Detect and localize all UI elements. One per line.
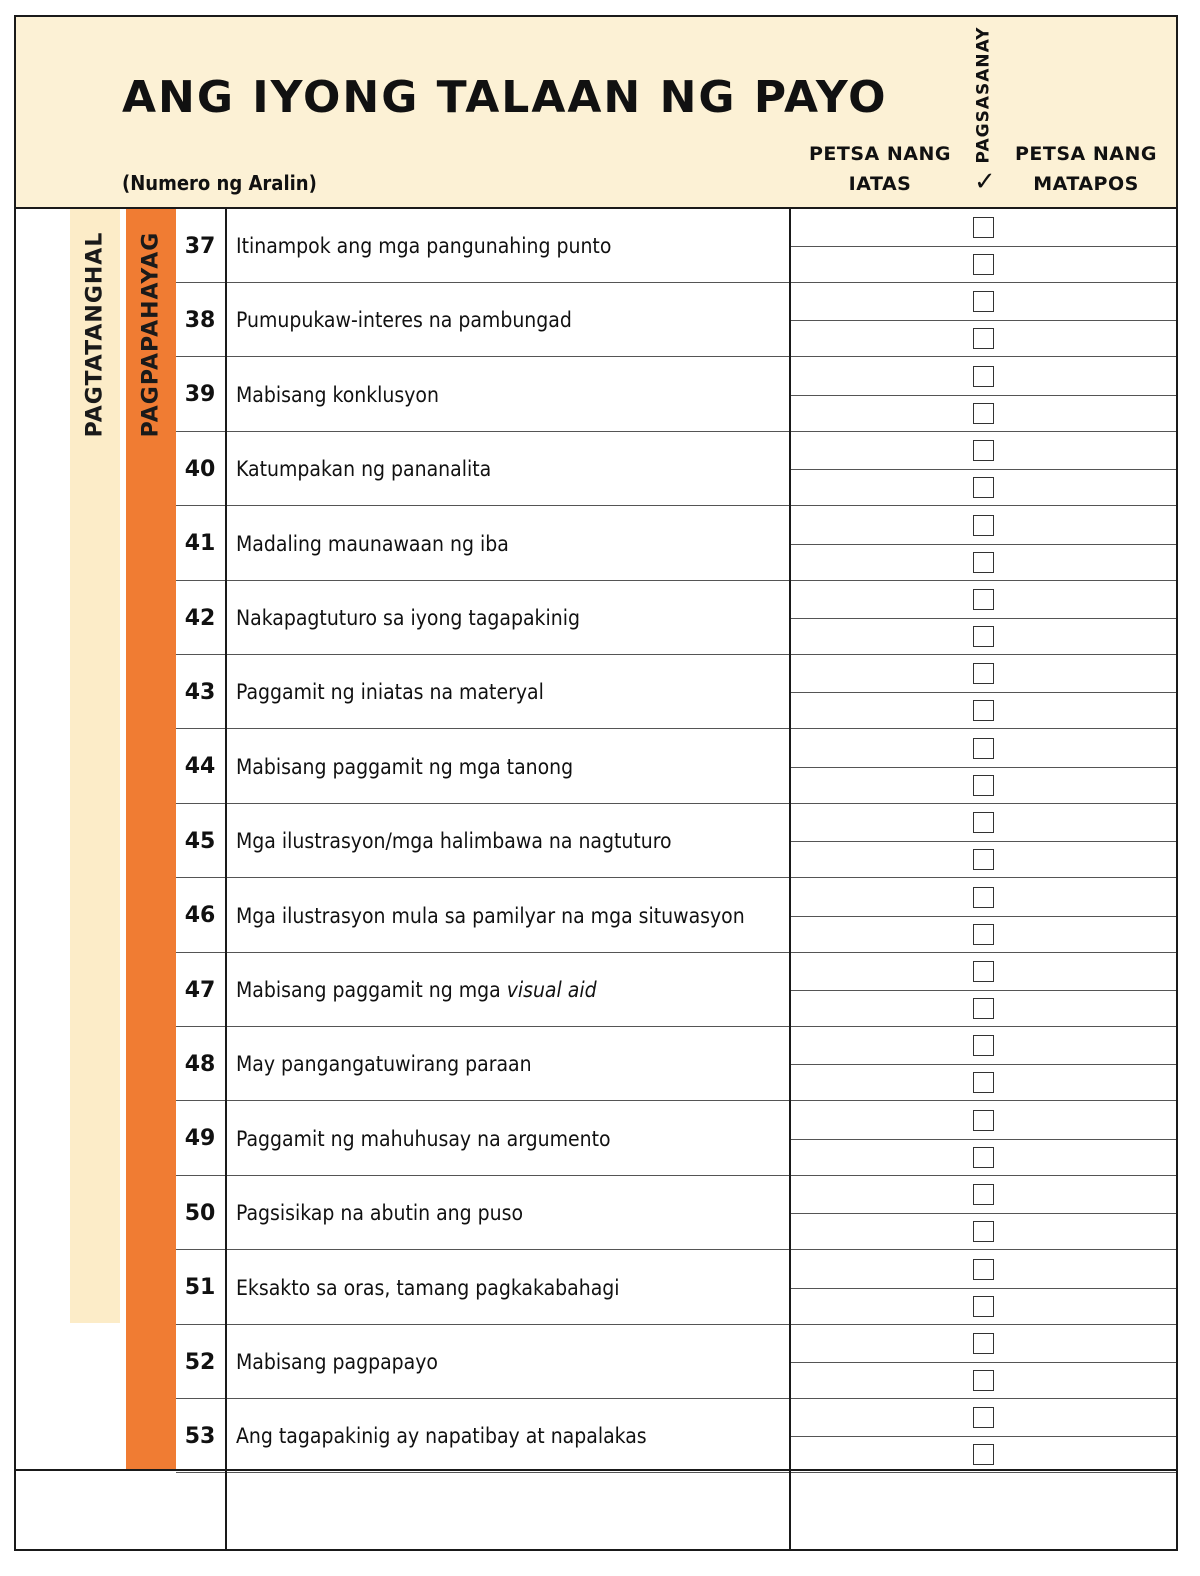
date-line-divider bbox=[791, 1436, 1176, 1437]
lesson-row bbox=[16, 879, 1176, 953]
lesson-title bbox=[236, 283, 776, 357]
lesson-row bbox=[16, 1251, 1176, 1325]
practice-checkbox[interactable] bbox=[973, 1221, 994, 1242]
practice-checkbox[interactable] bbox=[973, 1407, 994, 1428]
lesson-row bbox=[16, 1102, 1176, 1176]
lesson-number: 39 bbox=[184, 382, 216, 408]
lesson-row bbox=[16, 507, 1176, 581]
practice-checkbox[interactable] bbox=[973, 254, 994, 275]
lesson-title bbox=[236, 953, 776, 1027]
lesson-row bbox=[16, 432, 1176, 506]
number-column-divider bbox=[225, 209, 227, 1551]
lesson-title bbox=[236, 1251, 776, 1325]
column-header-practice bbox=[968, 25, 998, 165]
practice-checkbox[interactable] bbox=[973, 291, 994, 312]
date-line-divider bbox=[791, 395, 1176, 396]
date-line-divider bbox=[791, 1139, 1176, 1140]
lesson-number: 51 bbox=[184, 1275, 216, 1301]
lesson-number: 38 bbox=[184, 307, 216, 333]
practice-checkbox[interactable] bbox=[973, 812, 994, 833]
lesson-number: 43 bbox=[184, 679, 216, 705]
lesson-title-text: Mabisang paggamit ng mga tanong bbox=[236, 754, 574, 779]
lesson-title bbox=[236, 209, 776, 283]
lesson-row bbox=[16, 655, 1176, 729]
lesson-number: 46 bbox=[184, 903, 216, 929]
date-line-divider bbox=[791, 1213, 1176, 1214]
lesson-title bbox=[236, 1399, 776, 1473]
date-line-divider bbox=[791, 469, 1176, 470]
lesson-title-text: Mabisang konklusyon bbox=[236, 382, 439, 407]
practice-checkbox[interactable] bbox=[973, 849, 994, 870]
practice-checkbox[interactable] bbox=[973, 1296, 994, 1317]
lesson-row bbox=[16, 581, 1176, 655]
date-line-divider bbox=[791, 246, 1176, 247]
lesson-row bbox=[16, 1325, 1176, 1399]
lesson-title bbox=[236, 507, 776, 581]
section-label-pagtatanghal: PAGTATANGHAL bbox=[82, 231, 108, 437]
lesson-number: 44 bbox=[184, 754, 216, 780]
practice-checkbox[interactable] bbox=[973, 589, 994, 610]
lesson-title-text: May pangangatuwirang paraan bbox=[236, 1052, 532, 1077]
practice-checkbox[interactable] bbox=[973, 1333, 994, 1354]
column-header-date-assigned bbox=[804, 139, 956, 199]
lesson-title-italic: visual aid bbox=[506, 978, 597, 1002]
lesson-number: 49 bbox=[184, 1126, 216, 1152]
lesson-row bbox=[16, 209, 1176, 283]
practice-checkbox[interactable] bbox=[973, 477, 994, 498]
lesson-title-text: Pagsisikap na abutin ang puso bbox=[236, 1201, 524, 1226]
lesson-title-text: Paggamit ng mahuhusay na argumento bbox=[236, 1126, 611, 1151]
row-divider bbox=[176, 1472, 1176, 1473]
lesson-title-text: Eksakto sa oras, tamang pagkakabahagi bbox=[236, 1275, 620, 1300]
lesson-row bbox=[16, 1176, 1176, 1250]
column-header-date-completed-line1: PETSA NANG bbox=[1015, 143, 1157, 165]
subtitle: (Numero ng Aralin) bbox=[122, 171, 317, 195]
date-line-divider bbox=[791, 916, 1176, 917]
lesson-number: 45 bbox=[184, 828, 216, 854]
lesson-title bbox=[236, 1176, 776, 1250]
lesson-title-text: Mga ilustrasyon mula sa pamilyar na mga situwasyon bbox=[236, 903, 745, 928]
lesson-title-text: Mabisang pagpapayo bbox=[236, 1350, 438, 1374]
column-header-practice-label: PAGSASANAY bbox=[973, 26, 994, 164]
date-column-divider bbox=[789, 209, 791, 1551]
table-bottom-divider bbox=[16, 1469, 1176, 1471]
lesson-number: 50 bbox=[184, 1200, 216, 1226]
date-line-divider bbox=[791, 544, 1176, 545]
lesson-title bbox=[236, 581, 776, 655]
lesson-title-text: Pumupukaw-interes na pambungad bbox=[236, 308, 572, 333]
practice-checkbox[interactable] bbox=[973, 1184, 994, 1205]
lesson-row bbox=[16, 953, 1176, 1027]
lesson-row bbox=[16, 358, 1176, 432]
lesson-title-text: Itinampok ang mga pangunahing punto bbox=[236, 234, 612, 258]
lesson-number: 41 bbox=[184, 531, 216, 557]
practice-checkbox[interactable] bbox=[973, 998, 994, 1019]
practice-checkbox[interactable] bbox=[973, 1370, 994, 1391]
lesson-title bbox=[236, 1102, 776, 1176]
practice-checkbox[interactable] bbox=[973, 217, 994, 238]
lesson-number: 40 bbox=[184, 456, 216, 482]
column-header-date-completed-line2: MATAPOS bbox=[1033, 173, 1139, 195]
date-line-divider bbox=[791, 1288, 1176, 1289]
lesson-title bbox=[236, 804, 776, 878]
lesson-title-text: Madaling maunawaan ng iba bbox=[236, 531, 509, 556]
date-line-divider bbox=[791, 1064, 1176, 1065]
lesson-title bbox=[236, 730, 776, 804]
lesson-number: 52 bbox=[184, 1349, 216, 1375]
practice-checkbox[interactable] bbox=[973, 961, 994, 982]
practice-checkbox[interactable] bbox=[973, 552, 994, 573]
date-line-divider bbox=[791, 841, 1176, 842]
column-header-date-assigned-line1: PETSA NANG bbox=[809, 143, 951, 165]
lesson-title-text: Paggamit ng iniatas na materyal bbox=[236, 680, 544, 705]
lesson-title-text: Nakapagtuturo sa iyong tagapakinig bbox=[236, 606, 580, 630]
lesson-row bbox=[16, 804, 1176, 878]
lesson-row bbox=[16, 730, 1176, 804]
lesson-row bbox=[16, 283, 1176, 357]
practice-checkbox[interactable] bbox=[973, 440, 994, 461]
lesson-title bbox=[236, 1325, 776, 1399]
lesson-number: 42 bbox=[184, 605, 216, 631]
practice-checkbox[interactable] bbox=[973, 1110, 994, 1131]
lesson-title-text: Mga ilustrasyon/mga halimbawa na nagtuturo bbox=[236, 829, 672, 854]
lesson-title-text: Ang tagapakinig ay napatibay at napalakas bbox=[236, 1424, 647, 1449]
practice-checkbox[interactable] bbox=[973, 403, 994, 424]
lesson-number: 47 bbox=[184, 977, 216, 1003]
lesson-number: 37 bbox=[184, 233, 216, 259]
date-line-divider bbox=[791, 767, 1176, 768]
lesson-title bbox=[236, 655, 776, 729]
practice-checkbox[interactable] bbox=[973, 515, 994, 536]
practice-checkbox[interactable] bbox=[973, 1444, 994, 1465]
practice-checkbox[interactable] bbox=[973, 663, 994, 684]
date-line-divider bbox=[791, 618, 1176, 619]
column-header-date-completed bbox=[1006, 139, 1166, 199]
practice-checkbox[interactable] bbox=[973, 1259, 994, 1280]
practice-checkbox[interactable] bbox=[973, 1147, 994, 1168]
practice-checkbox[interactable] bbox=[973, 738, 994, 759]
practice-checkbox[interactable] bbox=[973, 328, 994, 349]
column-header-date-assigned-line2: IATAS bbox=[848, 173, 912, 195]
date-line-divider bbox=[791, 692, 1176, 693]
lesson-title bbox=[236, 879, 776, 953]
lesson-number: 48 bbox=[184, 1051, 216, 1077]
date-line-divider bbox=[791, 990, 1176, 991]
practice-checkbox[interactable] bbox=[973, 924, 994, 945]
lesson-title bbox=[236, 1027, 776, 1101]
header bbox=[16, 17, 1176, 209]
section-label-pagpapahayag: PAGPAPAHAYAG bbox=[138, 231, 164, 437]
lesson-title bbox=[236, 432, 776, 506]
lesson-row bbox=[16, 1027, 1176, 1101]
lesson-title-text: Katumpakan ng pananalita bbox=[236, 457, 492, 482]
record-sheet bbox=[14, 15, 1178, 1551]
practice-checkbox[interactable] bbox=[973, 887, 994, 908]
checkmark-icon: ✓ bbox=[974, 167, 996, 197]
lesson-title bbox=[236, 358, 776, 432]
lesson-row bbox=[16, 1399, 1176, 1473]
lesson-title-text: Mabisang paggamit ng mga bbox=[236, 978, 501, 1002]
practice-checkbox[interactable] bbox=[973, 775, 994, 796]
date-line-divider bbox=[791, 1362, 1176, 1363]
practice-checkbox[interactable] bbox=[973, 700, 994, 721]
practice-checkbox[interactable] bbox=[973, 366, 994, 387]
practice-checkbox[interactable] bbox=[973, 1035, 994, 1056]
page-title: ANG IYONG TALAAN NG PAYO bbox=[122, 72, 888, 123]
practice-checkbox[interactable] bbox=[973, 626, 994, 647]
date-line-divider bbox=[791, 320, 1176, 321]
practice-checkbox[interactable] bbox=[973, 1072, 994, 1093]
lesson-number: 53 bbox=[184, 1423, 216, 1449]
